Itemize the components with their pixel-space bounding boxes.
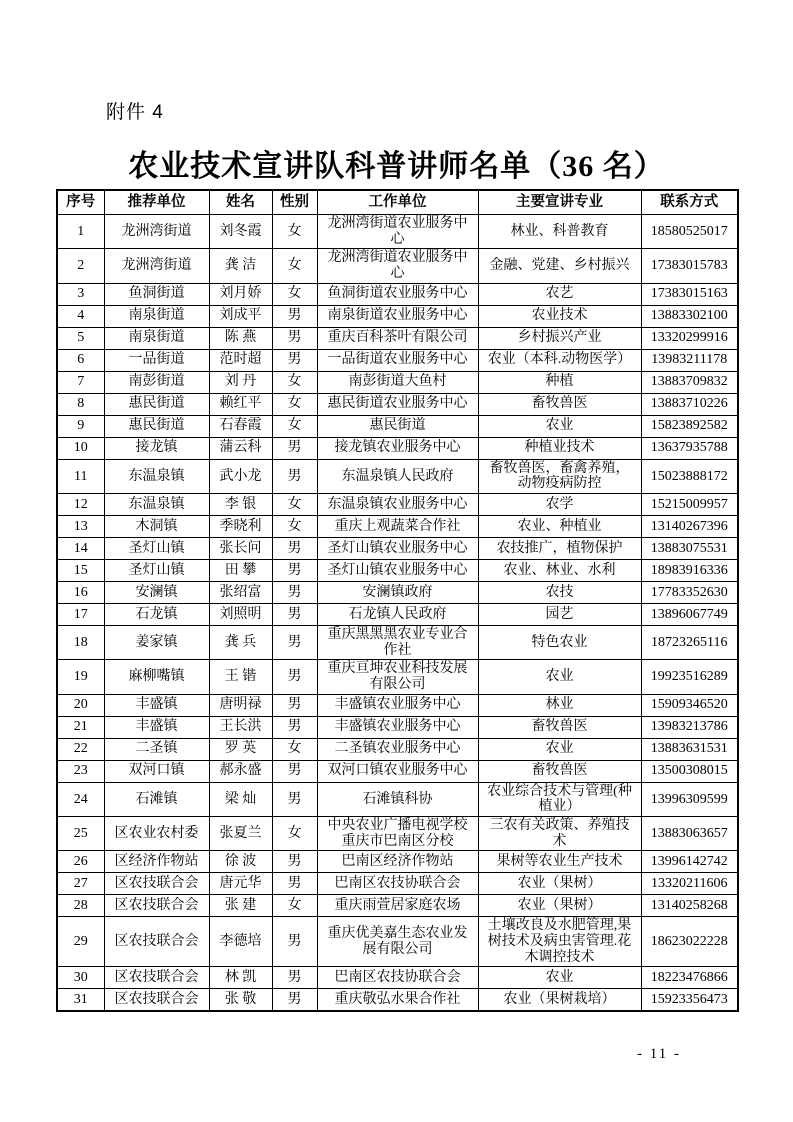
table-cell: 18 xyxy=(57,626,104,660)
table-cell: 女 xyxy=(272,817,317,851)
table-cell: 男 xyxy=(272,437,317,459)
table-cell: 林 凯 xyxy=(209,967,272,989)
table-row xyxy=(57,817,738,851)
table-cell: 18223476866 xyxy=(641,967,738,989)
table-cell: 14 xyxy=(57,538,104,560)
table-row xyxy=(57,538,738,560)
table-cell: 木洞镇 xyxy=(104,516,209,538)
table-cell: 农技 xyxy=(478,582,641,604)
table-cell: 13883710226 xyxy=(641,393,738,415)
column-header-3: 性别 xyxy=(272,190,317,215)
table-row xyxy=(57,895,738,917)
table-cell: 龚 洁 xyxy=(209,249,272,283)
table-cell: 重庆亘坤农业科技发展有限公司 xyxy=(317,660,478,694)
table-cell: 二圣镇 xyxy=(104,738,209,760)
table-cell: 龙洲湾街道 xyxy=(104,249,209,283)
table-cell: 农业技术 xyxy=(478,305,641,327)
table-row xyxy=(57,738,738,760)
table-cell: 22 xyxy=(57,738,104,760)
table-cell: 28 xyxy=(57,895,104,917)
table-cell: 17 xyxy=(57,604,104,626)
page-title: 农业技术宣讲队科普讲师名单（36 名） xyxy=(128,150,665,183)
table-cell: 区农技联合会 xyxy=(104,895,209,917)
table-row xyxy=(57,626,738,660)
table-cell: 女 xyxy=(272,215,317,249)
table-cell: 果树等农业生产技术 xyxy=(478,851,641,873)
table-cell: 30 xyxy=(57,967,104,989)
table-cell: 13883302100 xyxy=(641,305,738,327)
table-cell: 重庆敬弘水果合作社 xyxy=(317,989,478,1012)
table-cell: 石滩镇科协 xyxy=(317,782,478,816)
table-cell: 丰盛镇 xyxy=(104,694,209,716)
table-cell: 农业（果树） xyxy=(478,873,641,895)
table-row xyxy=(57,873,738,895)
table-row xyxy=(57,437,738,459)
table-cell: 女 xyxy=(272,249,317,283)
table-cell: 南泉街道 xyxy=(104,305,209,327)
table-cell: 13140258268 xyxy=(641,895,738,917)
table-cell: 重庆百科茶叶有限公司 xyxy=(317,327,478,349)
table-cell: 区农技联合会 xyxy=(104,989,209,1012)
table-cell: 17383015163 xyxy=(641,283,738,305)
table-cell: 圣灯山镇 xyxy=(104,538,209,560)
table-cell: 农技推广，植物保护 xyxy=(478,538,641,560)
table-cell: 重庆黑黑黑农业专业合作社 xyxy=(317,626,478,660)
table-cell: 区经济作物站 xyxy=(104,851,209,873)
table-cell: 园艺 xyxy=(478,604,641,626)
table-header-row xyxy=(57,190,738,215)
table-cell: 刘成平 xyxy=(209,305,272,327)
table-cell: 农艺 xyxy=(478,283,641,305)
table-cell: 13996142742 xyxy=(641,851,738,873)
table-cell: 双河口镇农业服务中心 xyxy=(317,760,478,782)
table-cell: 13 xyxy=(57,516,104,538)
table-cell: 丰盛镇 xyxy=(104,716,209,738)
table-cell: 13320299916 xyxy=(641,327,738,349)
table-cell: 25 xyxy=(57,817,104,851)
table-cell: 畜牧兽医 xyxy=(478,760,641,782)
table-cell: 南彭街道大鱼村 xyxy=(317,371,478,393)
table-row xyxy=(57,967,738,989)
table-cell: 21 xyxy=(57,716,104,738)
table-cell: 31 xyxy=(57,989,104,1012)
table-cell: 鱼洞街道 xyxy=(104,283,209,305)
table-cell: 东温泉镇人民政府 xyxy=(317,459,478,493)
table-cell: 鱼洞街道农业服务中心 xyxy=(317,283,478,305)
column-header-6: 联系方式 xyxy=(641,190,738,215)
table-cell: 女 xyxy=(272,738,317,760)
table-cell: 刘 丹 xyxy=(209,371,272,393)
table-cell: 惠民街道 xyxy=(317,415,478,437)
table-cell: 女 xyxy=(272,895,317,917)
table-cell: 龙洲湾街道农业服务中心 xyxy=(317,215,478,249)
column-header-1: 推荐单位 xyxy=(104,190,209,215)
table-cell: 龙洲湾街道农业服务中心 xyxy=(317,249,478,283)
table-cell: 龚 兵 xyxy=(209,626,272,660)
table-cell: 2 xyxy=(57,249,104,283)
table-row xyxy=(57,917,738,967)
table-cell: 郝永盛 xyxy=(209,760,272,782)
table-cell: 二圣镇农业服务中心 xyxy=(317,738,478,760)
table-cell: 东温泉镇 xyxy=(104,459,209,493)
table-row xyxy=(57,582,738,604)
table-cell: 29 xyxy=(57,917,104,967)
table-cell: 丰盛镇农业服务中心 xyxy=(317,694,478,716)
table-cell: 男 xyxy=(272,349,317,371)
table-cell: 石春霞 xyxy=(209,415,272,437)
table-cell: 一品街道 xyxy=(104,349,209,371)
table-cell: 15909346520 xyxy=(641,694,738,716)
table-cell: 石龙镇人民政府 xyxy=(317,604,478,626)
table-cell: 罗 英 xyxy=(209,738,272,760)
table-cell: 男 xyxy=(272,560,317,582)
table-cell: 15823892582 xyxy=(641,415,738,437)
table-cell: 巴南区经济作物站 xyxy=(317,851,478,873)
table-cell: 农业综合技术与管理(种植业） xyxy=(478,782,641,816)
table-cell: 农业 xyxy=(478,967,641,989)
table-cell: 17383015783 xyxy=(641,249,738,283)
table-cell: 接龙镇 xyxy=(104,437,209,459)
table-cell: 男 xyxy=(272,873,317,895)
table-cell: 畜牧兽医 xyxy=(478,716,641,738)
table-cell: 19 xyxy=(57,660,104,694)
table-cell: 龙洲湾街道 xyxy=(104,215,209,249)
table-cell: 13983213786 xyxy=(641,716,738,738)
table-cell: 男 xyxy=(272,694,317,716)
table-cell: 张绍富 xyxy=(209,582,272,604)
table-cell: 圣灯山镇 xyxy=(104,560,209,582)
table-row xyxy=(57,560,738,582)
table-cell: 巴南区农技协联合会 xyxy=(317,873,478,895)
table-cell: 王 锴 xyxy=(209,660,272,694)
table-cell: 7 xyxy=(57,371,104,393)
table-cell: 4 xyxy=(57,305,104,327)
table-cell: 1 xyxy=(57,215,104,249)
table-cell: 15923356473 xyxy=(641,989,738,1012)
table-cell: 姜家镇 xyxy=(104,626,209,660)
table-cell: 17783352630 xyxy=(641,582,738,604)
column-header-4: 工作单位 xyxy=(317,190,478,215)
table-cell: 女 xyxy=(272,393,317,415)
table-cell: 男 xyxy=(272,538,317,560)
table-cell: 唐元华 xyxy=(209,873,272,895)
table-cell: 重庆上观蔬菜合作社 xyxy=(317,516,478,538)
table-cell: 农学 xyxy=(478,494,641,516)
table-cell: 女 xyxy=(272,371,317,393)
table-cell: 18723265116 xyxy=(641,626,738,660)
table-cell: 13637935788 xyxy=(641,437,738,459)
table-cell: 男 xyxy=(272,989,317,1012)
table-row xyxy=(57,782,738,816)
table-cell: 13883063657 xyxy=(641,817,738,851)
table-cell: 张 建 xyxy=(209,895,272,917)
table-cell: 东温泉镇 xyxy=(104,494,209,516)
table-row xyxy=(57,989,738,1012)
column-header-5: 主要宣讲专业 xyxy=(478,190,641,215)
table-cell: 农业、林业、水利 xyxy=(478,560,641,582)
table-row xyxy=(57,516,738,538)
table-cell: 男 xyxy=(272,604,317,626)
table-cell: 男 xyxy=(272,305,317,327)
table-cell: 畜牧兽医，畜禽养殖，动物疫病防控 xyxy=(478,459,641,493)
table-cell: 三农有关政策、养殖技术 xyxy=(478,817,641,851)
table-cell: 接龙镇农业服务中心 xyxy=(317,437,478,459)
table-cell: 种植业技术 xyxy=(478,437,641,459)
table-row xyxy=(57,371,738,393)
table-cell: 范时超 xyxy=(209,349,272,371)
table-cell: 梁 灿 xyxy=(209,782,272,816)
table-cell: 张长问 xyxy=(209,538,272,560)
table-cell: 女 xyxy=(272,283,317,305)
column-header-0: 序号 xyxy=(57,190,104,215)
table-cell: 田 攀 xyxy=(209,560,272,582)
table-cell: 林业、科普教育 xyxy=(478,215,641,249)
table-cell: 15023888172 xyxy=(641,459,738,493)
table-cell: 男 xyxy=(272,782,317,816)
table-row xyxy=(57,459,738,493)
table-cell: 石龙镇 xyxy=(104,604,209,626)
table-cell: 惠民街道 xyxy=(104,415,209,437)
table-cell: 张夏兰 xyxy=(209,817,272,851)
table-cell: 女 xyxy=(272,516,317,538)
table-cell: 特色农业 xyxy=(478,626,641,660)
table-cell: 男 xyxy=(272,917,317,967)
table-cell: 徐 波 xyxy=(209,851,272,873)
table-cell: 11 xyxy=(57,459,104,493)
table-cell: 季晓利 xyxy=(209,516,272,538)
table-cell: 16 xyxy=(57,582,104,604)
table-cell: 男 xyxy=(272,716,317,738)
lecturer-table xyxy=(56,189,739,1012)
attachment-label: 附件 4 xyxy=(106,102,164,123)
table-row xyxy=(57,249,738,283)
table-row xyxy=(57,660,738,694)
table-cell: 15 xyxy=(57,560,104,582)
table-cell: 区农业农村委 xyxy=(104,817,209,851)
table-cell: 种植 xyxy=(478,371,641,393)
table-cell: 麻柳嘴镇 xyxy=(104,660,209,694)
table-cell: 男 xyxy=(272,967,317,989)
table-row xyxy=(57,716,738,738)
table-cell: 18623022228 xyxy=(641,917,738,967)
table-cell: 一品街道农业服务中心 xyxy=(317,349,478,371)
table-cell: 巴南区农技协联合会 xyxy=(317,967,478,989)
table-cell: 24 xyxy=(57,782,104,816)
table-cell: 农业（本科.动物医学） xyxy=(478,349,641,371)
table-cell: 区农技联合会 xyxy=(104,967,209,989)
table-cell: 圣灯山镇农业服务中心 xyxy=(317,560,478,582)
table-cell: 8 xyxy=(57,393,104,415)
table-row xyxy=(57,283,738,305)
table-cell: 重庆优美嘉生态农业发展有限公司 xyxy=(317,917,478,967)
table-cell: 安澜镇 xyxy=(104,582,209,604)
table-cell: 林业 xyxy=(478,694,641,716)
column-header-2: 姓名 xyxy=(209,190,272,215)
table-cell: 男 xyxy=(272,760,317,782)
table-row xyxy=(57,604,738,626)
table-cell: 男 xyxy=(272,851,317,873)
table-cell: 13896067749 xyxy=(641,604,738,626)
table-cell: 13996309599 xyxy=(641,782,738,816)
table-cell: 安澜镇政府 xyxy=(317,582,478,604)
table-cell: 27 xyxy=(57,873,104,895)
table-cell: 23 xyxy=(57,760,104,782)
table-cell: 13983211178 xyxy=(641,349,738,371)
table-cell: 双河口镇 xyxy=(104,760,209,782)
table-cell: 唐明禄 xyxy=(209,694,272,716)
table-cell: 区农技联合会 xyxy=(104,917,209,967)
table-cell: 13883709832 xyxy=(641,371,738,393)
table-cell: 李德培 xyxy=(209,917,272,967)
table-cell: 蒲云科 xyxy=(209,437,272,459)
table-cell: 惠民街道农业服务中心 xyxy=(317,393,478,415)
table-cell: 刘月娇 xyxy=(209,283,272,305)
table-cell: 13140267396 xyxy=(641,516,738,538)
table-cell: 农业 xyxy=(478,660,641,694)
table-cell: 惠民街道 xyxy=(104,393,209,415)
table-cell: 李 银 xyxy=(209,494,272,516)
lecturer-table-body xyxy=(57,215,738,1012)
table-cell: 中央农业广播电视学校重庆市巴南区分校 xyxy=(317,817,478,851)
table-cell: 9 xyxy=(57,415,104,437)
table-cell: 王长洪 xyxy=(209,716,272,738)
table-cell: 圣灯山镇农业服务中心 xyxy=(317,538,478,560)
table-cell: 13883075531 xyxy=(641,538,738,560)
table-cell: 10 xyxy=(57,437,104,459)
table-cell: 丰盛镇农业服务中心 xyxy=(317,716,478,738)
table-cell: 农业 xyxy=(478,415,641,437)
table-row xyxy=(57,393,738,415)
table-cell: 19923516289 xyxy=(641,660,738,694)
table-cell: 男 xyxy=(272,582,317,604)
table-cell: 男 xyxy=(272,327,317,349)
table-cell: 13500308015 xyxy=(641,760,738,782)
table-cell: 畜牧兽医 xyxy=(478,393,641,415)
table-cell: 乡村振兴产业 xyxy=(478,327,641,349)
table-cell: 5 xyxy=(57,327,104,349)
table-cell: 重庆雨萱居家庭农场 xyxy=(317,895,478,917)
table-cell: 赖红平 xyxy=(209,393,272,415)
table-cell: 武小龙 xyxy=(209,459,272,493)
table-cell: 13883631531 xyxy=(641,738,738,760)
table-cell: 15215009957 xyxy=(641,494,738,516)
table-cell: 女 xyxy=(272,415,317,437)
table-cell: 金融、党建、乡村振兴 xyxy=(478,249,641,283)
table-cell: 男 xyxy=(272,459,317,493)
table-cell: 农业 xyxy=(478,738,641,760)
table-cell: 刘冬霞 xyxy=(209,215,272,249)
table-row xyxy=(57,760,738,782)
table-row xyxy=(57,327,738,349)
table-cell: 18983916336 xyxy=(641,560,738,582)
table-cell: 陈 燕 xyxy=(209,327,272,349)
table-cell: 女 xyxy=(272,494,317,516)
table-cell: 6 xyxy=(57,349,104,371)
page-number: - 11 - xyxy=(637,1046,681,1062)
table-cell: 农业（果树） xyxy=(478,895,641,917)
table-row xyxy=(57,349,738,371)
table-cell: 南泉街道农业服务中心 xyxy=(317,305,478,327)
table-cell: 土壤改良及水肥管理,果树技术及病虫害管理.花木调控技术 xyxy=(478,917,641,967)
table-row xyxy=(57,415,738,437)
table-cell: 石滩镇 xyxy=(104,782,209,816)
table-cell: 张 敬 xyxy=(209,989,272,1012)
table-row xyxy=(57,851,738,873)
table-cell: 区农技联合会 xyxy=(104,873,209,895)
table-cell: 东温泉镇农业服务中心 xyxy=(317,494,478,516)
table-cell: 3 xyxy=(57,283,104,305)
table-cell: 南泉街道 xyxy=(104,327,209,349)
table-cell: 20 xyxy=(57,694,104,716)
table-row xyxy=(57,494,738,516)
table-cell: 12 xyxy=(57,494,104,516)
table-cell: 农业、种植业 xyxy=(478,516,641,538)
table-cell: 26 xyxy=(57,851,104,873)
table-cell: 18580525017 xyxy=(641,215,738,249)
table-cell: 男 xyxy=(272,660,317,694)
table-row xyxy=(57,305,738,327)
table-row xyxy=(57,694,738,716)
table-cell: 刘照明 xyxy=(209,604,272,626)
table-cell: 男 xyxy=(272,626,317,660)
table-cell: 农业（果树栽培） xyxy=(478,989,641,1012)
table-row xyxy=(57,215,738,249)
table-cell: 13320211606 xyxy=(641,873,738,895)
table-cell: 南彭街道 xyxy=(104,371,209,393)
